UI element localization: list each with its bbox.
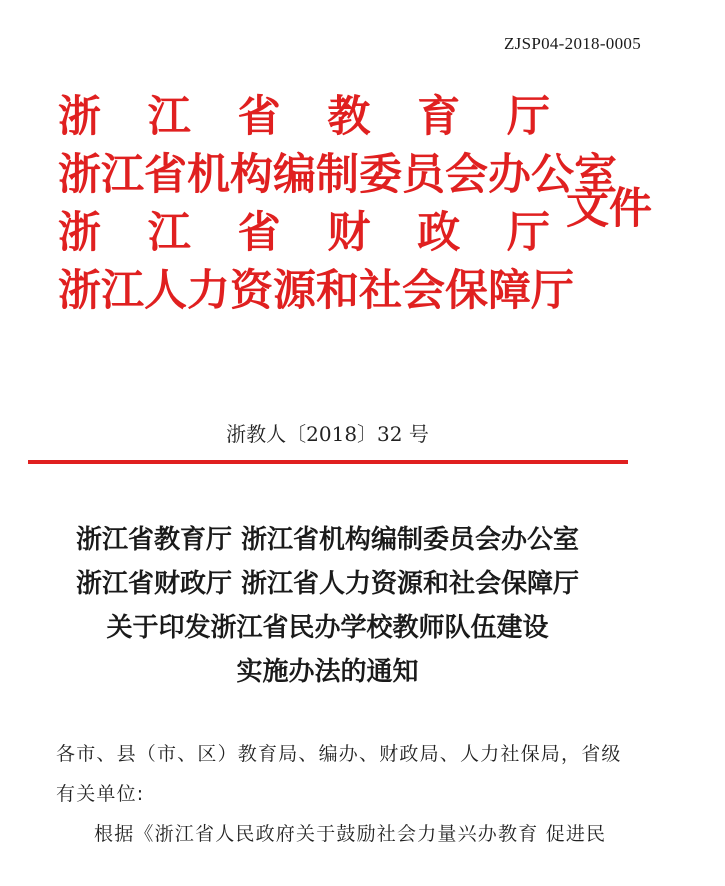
issuer-char: 浙 <box>58 208 101 258</box>
issuer-staffing-office: 浙江省机构编制委员会办公室 <box>58 150 617 200</box>
title-line: 浙江省财政厅 浙江省人力资源和社会保障厅 <box>75 569 580 599</box>
title-line: 浙江省教育厅 浙江省机构编制委员会办公室 <box>75 525 580 555</box>
issuer-char: 江 <box>147 92 191 142</box>
red-separator-line <box>28 460 628 464</box>
issuer-char: 省 <box>237 92 281 142</box>
title-line: 关于印发浙江省民办学校教师队伍建设 <box>106 613 549 643</box>
issuer-char: 浙 <box>58 92 101 142</box>
document-number: 浙教人〔2018〕32 号 <box>226 422 429 446</box>
issuer-char: 财 <box>327 208 371 258</box>
document-title <box>0 518 725 694</box>
document-body <box>56 734 656 854</box>
issuer-char: 政 <box>417 208 461 258</box>
issuer-char: 江 <box>147 208 191 258</box>
issuer-education-dept <box>58 88 550 146</box>
issuer-char: 教 <box>327 92 371 142</box>
issuer-hrss-dept: 浙江人力资源和社会保障厅 <box>58 266 574 316</box>
issuer-char: 育 <box>417 92 461 142</box>
recipients-line: 各市、县（市、区）教育局、编办、财政局、人力社保局，省级 <box>56 743 622 765</box>
paragraph-start: 根据《浙江省人民政府关于鼓励社会力量兴办教育 促进民 <box>94 823 607 845</box>
document-suffix: 文件 <box>566 184 652 234</box>
issuer-char: 厅 <box>506 92 550 142</box>
issuer-char: 省 <box>237 208 281 258</box>
title-line: 实施办法的通知 <box>236 657 419 687</box>
recipients-line: 有关单位: <box>56 783 145 805</box>
document-code: ZJSP04-2018-0005 <box>503 34 641 53</box>
issuer-finance-dept <box>58 204 550 262</box>
issuer-char: 厅 <box>506 208 550 258</box>
